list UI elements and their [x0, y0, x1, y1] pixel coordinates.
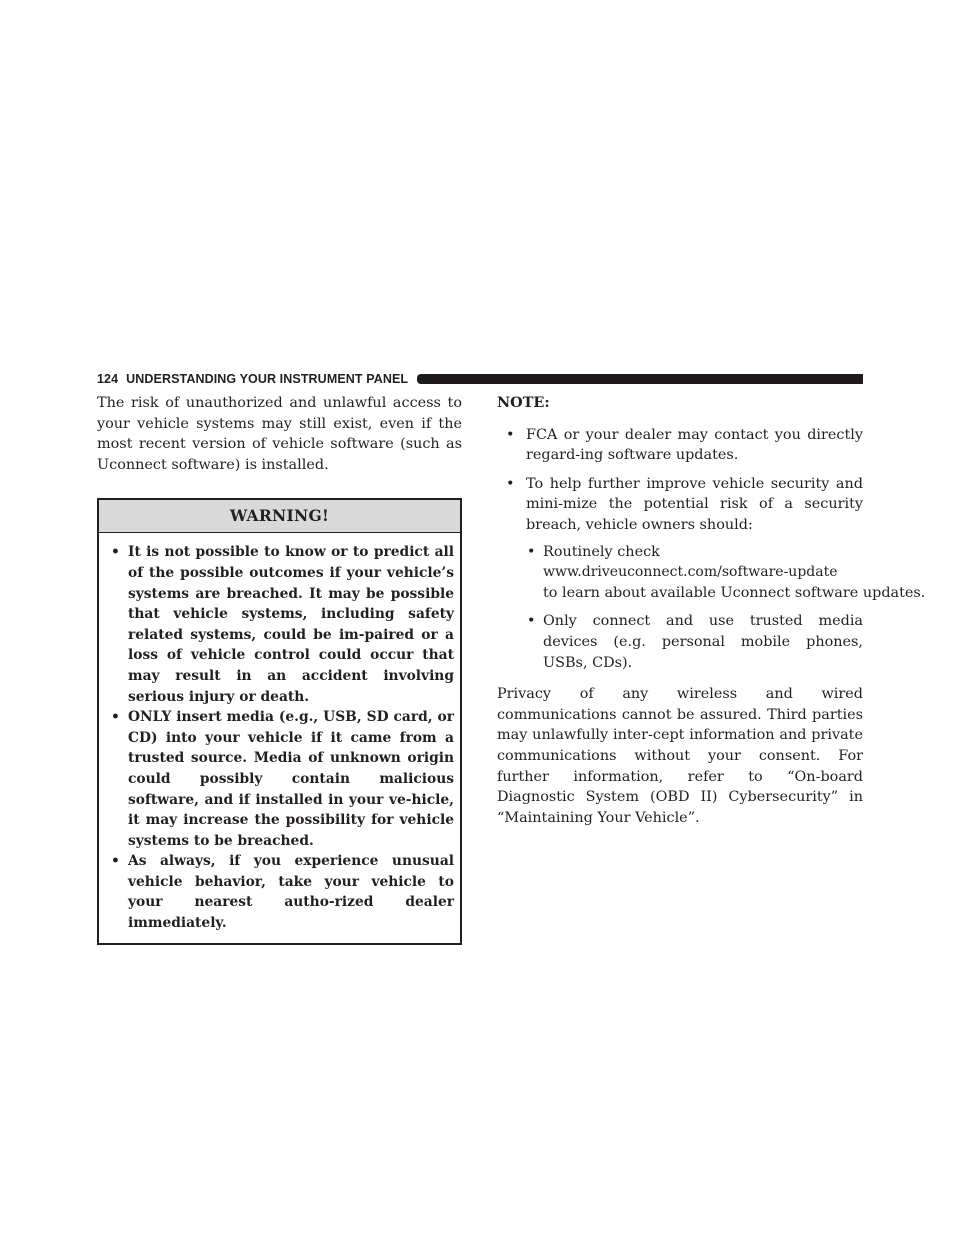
note-item-text: FCA or your dealer may contact you directly regard-ing software updates. — [526, 426, 863, 464]
page-number: 124 — [97, 372, 119, 386]
bullet-icon: • — [527, 613, 536, 630]
sub-list-item — [526, 611, 863, 673]
intro-paragraph: The risk of unauthorized and unlawful access to your vehicle systems may still exist, even if the most recent version of vehicle software (such as Uconnect software) is installed. — [97, 395, 462, 473]
bullet-icon: • — [506, 426, 515, 443]
warning-body — [99, 533, 460, 942]
note-item-text: To help further improve vehicle security and mini-mize the potential risk of a security breach, vehicle owners should: — [526, 475, 863, 533]
warning-item — [107, 542, 454, 707]
right-column — [497, 393, 926, 828]
warning-box — [97, 498, 462, 944]
routinely-check-text: Routinely check — [543, 543, 660, 560]
bullet-icon: • — [111, 853, 120, 870]
warning-item-text: As always, if you experience unusual vehicle behavior, take your vehicle to your nearest autho-rized dealer immediately. — [128, 853, 454, 932]
sub-list — [526, 542, 926, 674]
note-item — [497, 425, 863, 466]
warning-item — [107, 707, 454, 851]
privacy-paragraph: Privacy of any wireless and wired communications cannot be assured. Third parties may unlawfully inter-cept information and private communications without your consent. For further information, refer to “On-board Diagnostic System (OBD II) Cybersecurity” in “Maintaining Your Vehicle”. — [497, 686, 863, 826]
note-item — [497, 474, 926, 673]
page-header — [97, 371, 863, 387]
section-title: UNDERSTANDING YOUR INSTRUMENT PANEL — [126, 372, 409, 386]
sub-list-item — [526, 542, 926, 604]
bullet-icon: • — [527, 543, 536, 560]
software-update-link[interactable]: www.driveuconnect.com/software-update — [543, 564, 838, 581]
warning-title: WARNING! — [99, 500, 460, 533]
learn-more-text: to learn about available Uconnect software updates. — [543, 584, 926, 601]
bullet-icon: • — [111, 709, 120, 726]
warning-item-text: ONLY insert media (e.g., USB, SD card, or CD) into your vehicle if it came from a trusted source. Media of unknown origin could possibly contain malicious software, and if installed in your ve-hicle, it may increase the possibility for vehicle systems to be breached. — [128, 709, 454, 849]
left-column — [97, 393, 462, 945]
header-text — [97, 371, 408, 387]
note-label: NOTE: — [497, 394, 550, 411]
warning-item — [107, 851, 454, 933]
bullet-icon: • — [506, 475, 515, 492]
bullet-icon: • — [111, 544, 120, 561]
header-rule — [417, 374, 863, 384]
trusted-media-text: Only connect and use trusted media devices (e.g. personal mobile phones, USBs, CDs). — [543, 613, 863, 671]
warning-item-text: It is not possible to know or to predict all of the possible outcomes if your vehicle’s systems are breached. It may be possible that vehicle systems, including safety related systems, could be im-paired or a loss of vehicle control could occur that may result in an accident involving serious injury or death. — [128, 544, 454, 705]
